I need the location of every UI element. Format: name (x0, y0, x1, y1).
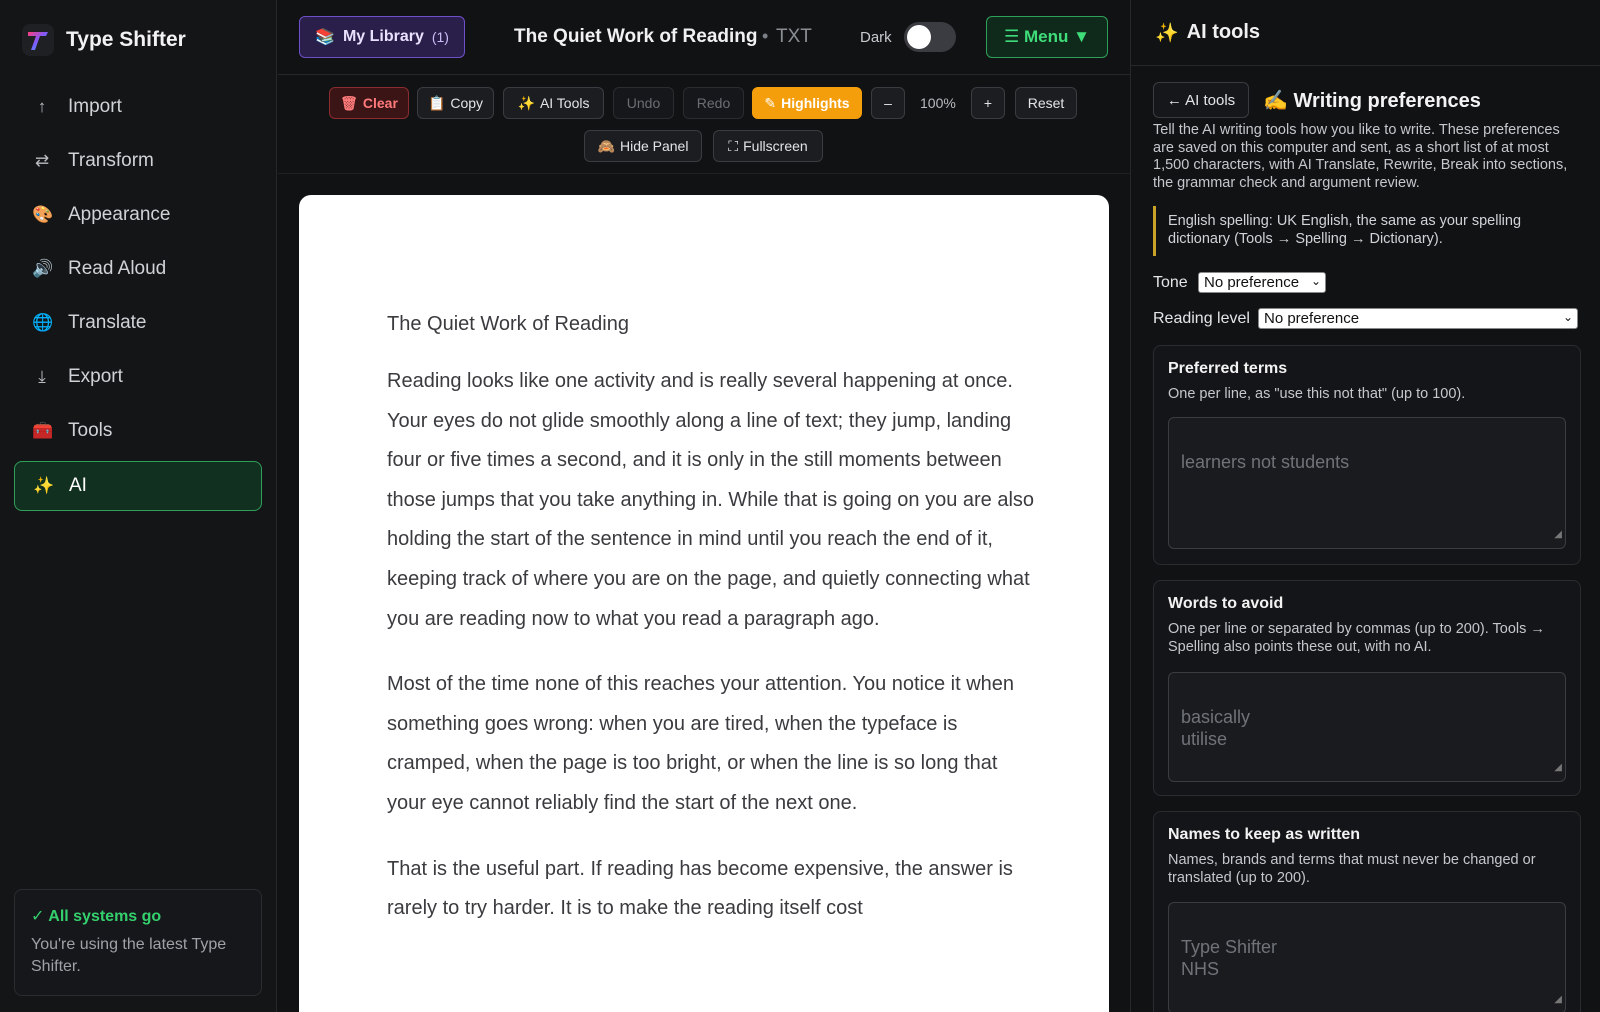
sidebar-item-label: Read Aloud (68, 258, 167, 279)
placeholder-text: Type Shifter NHS (1181, 936, 1278, 979)
fullscreen-button[interactable] (713, 130, 823, 162)
trash-icon: 🗑 (340, 94, 358, 111)
paragraph: Reading looks like one activity and is really several happening at once. Your eyes do not glide smoothly along a line of text; they jump, landing four or five times a second, and it is only in the still moments between those jumps that you take anything in. While that is going on you are also holding the start of the sentence in mind until you reach the end of it, keeping track of where you are on the page, and quietly connecting what you are reading now to what you read a paragraph ago. (387, 370, 1035, 630)
menu-button[interactable]: ☰ Menu ▼ (986, 16, 1108, 58)
words-to-avoid-card (1153, 580, 1581, 796)
palette-icon: 🎨 (32, 205, 54, 224)
hide-panel-button[interactable] (584, 130, 702, 162)
sidebar-item-read-aloud[interactable] (14, 244, 262, 294)
sidebar-item-label: Appearance (68, 204, 171, 225)
panel-header (1131, 0, 1600, 66)
globe-icon: 🌐 (32, 313, 54, 332)
words-to-avoid-input[interactable] (1168, 672, 1566, 782)
paragraph: Most of the time none of this reaches your attention. You notice it when something goes wrong: when you are tired, when the typeface is cramped, when the page is too bright, or when the line is so long that your eye cannot reliably find the start of the next one. (387, 673, 1015, 814)
sidebar-item-label: Import (68, 96, 122, 117)
zoom-in-button[interactable]: + (971, 87, 1005, 119)
library-label: My Library (342, 28, 424, 45)
fullscreen-icon: ⛶ (728, 137, 739, 154)
speaker-icon: 🔊 (32, 259, 54, 278)
section-title-label: Writing preferences (1293, 90, 1481, 112)
chevron-down-icon: ⌄ (1310, 274, 1321, 288)
highlights-label: Highlights (781, 95, 850, 111)
card-description: One per line or separated by commas (up to 200). Tools → Spelling also points these out, with no AI. (1168, 621, 1545, 655)
sidebar-item-label: Translate (68, 312, 147, 333)
sidebar-item-label: Tools (68, 420, 113, 441)
document-body[interactable] (387, 313, 1037, 955)
dark-mode-label: Dark (860, 29, 892, 46)
hide-panel-label: Hide Panel (619, 138, 689, 154)
tone-value: No preference (1204, 274, 1300, 291)
sidebar-item-import[interactable] (14, 82, 262, 132)
document-type: TXT (776, 26, 812, 47)
title-separator: • (762, 26, 769, 46)
resize-handle-icon[interactable]: ◢ (1554, 528, 1562, 540)
zoom-out-button[interactable]: – (871, 87, 905, 119)
reading-level-select[interactable] (1258, 308, 1578, 329)
placeholder-text: basically utilise (1181, 706, 1251, 749)
card-title: Words to avoid (1168, 595, 1284, 612)
download-icon: ⤓ (38, 367, 46, 386)
resize-handle-icon[interactable]: ◢ (1554, 993, 1562, 1005)
sparkles-icon: ✨ (517, 94, 535, 111)
editor-toolbar (278, 76, 1130, 174)
clear-label: Clear (362, 95, 398, 111)
highlights-button[interactable] (752, 87, 862, 119)
writing-preferences-title (1263, 88, 1481, 113)
library-count: (1) (431, 29, 449, 45)
sparkles-icon: ✨ (1155, 22, 1179, 44)
copy-label: Copy (450, 95, 484, 111)
main-area (278, 0, 1130, 1012)
sidebar-item-translate[interactable] (14, 298, 262, 348)
clipboard-icon: 📋 (427, 94, 446, 111)
my-library-button[interactable] (299, 16, 465, 58)
document-page[interactable] (299, 195, 1109, 1012)
ai-tools-button[interactable] (503, 87, 604, 119)
toggle-knob (907, 25, 931, 49)
sidebar-item-label: Transform (68, 150, 154, 171)
preferred-terms-input[interactable] (1168, 417, 1566, 549)
paragraph: That is the useful part. If reading has become expensive, the answer is rarely to try harder. It is to make the reading itself cost (387, 857, 1013, 920)
sidebar-item-label: Export (68, 366, 123, 387)
clear-button[interactable] (329, 87, 409, 119)
panel-title: AI tools (1186, 21, 1261, 43)
status-card (14, 889, 262, 996)
dark-mode-toggle[interactable] (904, 22, 956, 52)
sidebar (0, 0, 277, 1012)
logo-icon (24, 26, 52, 54)
fullscreen-label: Fullscreen (743, 138, 808, 154)
status-title: ✓ All systems go (31, 908, 162, 925)
card-title: Names to keep as written (1168, 826, 1361, 843)
sidebar-nav (14, 82, 262, 515)
brand[interactable] (22, 24, 186, 56)
ai-tools-label: AI Tools (539, 95, 590, 111)
card-description: One per line, as "use this not that" (up to 100). (1168, 386, 1466, 402)
card-description: Names, brands and terms that must never be changed or translated (up to 200). (1168, 852, 1536, 886)
resize-handle-icon[interactable]: ◢ (1554, 761, 1562, 773)
reading-level-value: No preference (1264, 310, 1360, 327)
books-icon: 📚 (315, 29, 335, 46)
document-heading: The Quiet Work of Reading (387, 313, 629, 335)
back-to-ai-tools-button[interactable]: ← AI tools (1153, 82, 1249, 118)
arrow-up-icon: ↑ (37, 97, 47, 116)
sidebar-item-export[interactable] (14, 352, 262, 402)
names-to-keep-card (1153, 811, 1581, 1012)
brand-logo (22, 24, 54, 56)
top-bar (278, 0, 1130, 75)
reading-level-label: Reading level (1153, 310, 1250, 327)
writing-hand-icon: ✍️ (1263, 90, 1288, 112)
document-title: The Quiet Work of Reading (514, 26, 758, 47)
pencil-icon: ✎ (764, 94, 777, 111)
placeholder-text: learners not students (1181, 451, 1350, 472)
redo-button[interactable]: Redo (683, 87, 744, 119)
names-to-keep-input[interactable] (1168, 902, 1566, 1012)
toolbox-icon: 🧰 (32, 421, 54, 440)
preferred-terms-card (1153, 345, 1581, 565)
tone-label: Tone (1153, 274, 1188, 291)
zoom-level: 100% (920, 95, 956, 111)
status-text: You're using the latest Type Shifter. (31, 936, 227, 975)
undo-button[interactable]: Undo (613, 87, 674, 119)
card-title: Preferred terms (1168, 360, 1288, 377)
copy-button[interactable] (417, 87, 494, 119)
sidebar-item-label: AI (69, 475, 87, 496)
sidebar-item-ai[interactable] (14, 461, 262, 511)
chevron-down-icon: ⌄ (1562, 310, 1573, 324)
sidebar-item-tools[interactable] (14, 406, 262, 456)
preferences-description: Tell the AI writing tools how you like to write. These preferences are saved on this computer and sent, as a short list of at most 1,500 characters, with AI Translate, Rewrite, Break into sections, the grammar check and argument review. (1153, 122, 1568, 191)
sidebar-item-appearance[interactable] (14, 190, 262, 240)
swap-arrows-icon: ⇄ (34, 151, 50, 170)
brand-name: Type Shifter (66, 28, 186, 51)
reset-button[interactable]: Reset (1015, 87, 1077, 119)
spelling-note: English spelling: UK English, the same as your spelling dictionary (Tools → Spelling → Dictionary). (1153, 206, 1581, 256)
sparkles-icon: ✨ (33, 476, 55, 495)
sidebar-item-transform[interactable] (14, 136, 262, 186)
ai-tools-panel (1130, 0, 1600, 1012)
hide-panel-icon: 🙈 (597, 137, 615, 154)
tone-select[interactable] (1198, 272, 1326, 293)
